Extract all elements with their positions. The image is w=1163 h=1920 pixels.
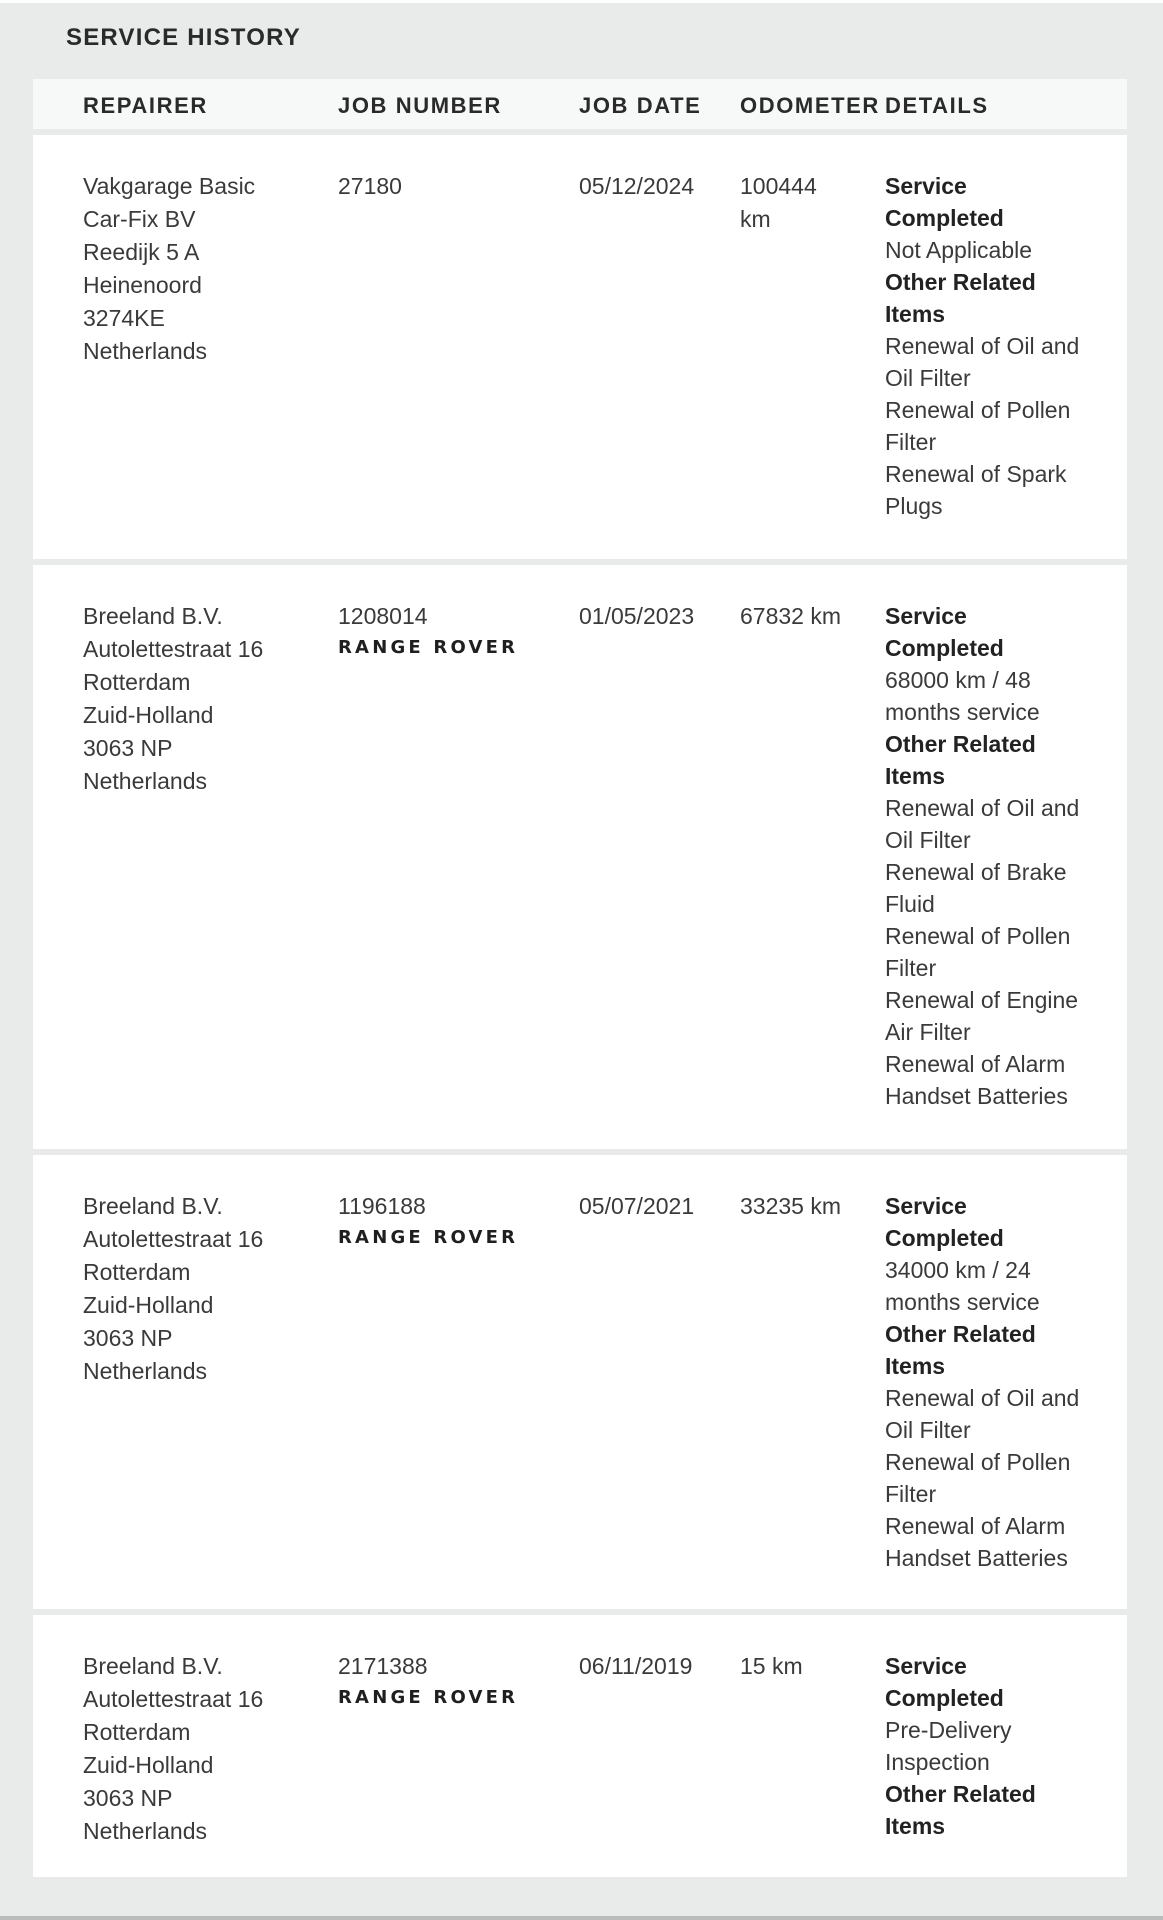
- repairer-address-line: Breeland B.V.: [83, 1193, 223, 1219]
- service-completed-heading: Service: [885, 603, 967, 629]
- header-job-number: JOB NUMBER: [338, 93, 502, 118]
- service-completed-heading: Completed: [885, 635, 1004, 661]
- service-completed-heading: Completed: [885, 205, 1004, 231]
- repairer-address-line: 3063 NP: [83, 1785, 173, 1811]
- service-description: Inspection: [885, 1749, 990, 1775]
- details-cell: [885, 600, 1121, 1112]
- header-odometer: ODOMETER: [740, 93, 880, 118]
- related-item-line: Plugs: [885, 493, 943, 519]
- job-date-cell: 01/05/2023: [579, 603, 695, 629]
- header-details: DETAILS: [885, 93, 989, 118]
- table-body: [33, 135, 1127, 1877]
- repairer-address-line: Autolettestraat 16: [83, 1226, 264, 1252]
- related-item-line: Renewal of Alarm: [885, 1513, 1066, 1539]
- repairer-cell: [83, 600, 323, 798]
- odometer-value: 67832 km: [740, 603, 842, 629]
- related-item-line: Air Filter: [885, 1019, 971, 1045]
- related-item-line: Renewal of Spark: [885, 461, 1067, 487]
- job-number-cell: [338, 170, 568, 203]
- service-completed-heading: Completed: [885, 1685, 1004, 1711]
- related-item-line: Oil Filter: [885, 1417, 971, 1443]
- related-item-line: Handset Batteries: [885, 1083, 1068, 1109]
- service-completed-heading: Completed: [885, 1225, 1004, 1251]
- table-row: [33, 1615, 1127, 1877]
- service-description: months service: [885, 699, 1040, 725]
- related-item-line: Oil Filter: [885, 827, 971, 853]
- repairer-address-line: Netherlands: [83, 1818, 208, 1844]
- related-item-line: Fluid: [885, 891, 935, 917]
- repairer-address-line: 3063 NP: [83, 1325, 173, 1351]
- related-item-line: Filter: [885, 955, 937, 981]
- related-item-line: Renewal of Pollen: [885, 1449, 1071, 1475]
- repairer-address-line: Vakgarage Basic: [83, 173, 256, 199]
- service-completed-heading: Service: [885, 173, 967, 199]
- job-number: 27180: [338, 173, 402, 199]
- table-row: [33, 1155, 1127, 1609]
- related-item-line: Renewal of Pollen: [885, 397, 1071, 423]
- table-header-row: [33, 79, 1127, 129]
- related-item-line: Renewal of Oil and: [885, 795, 1080, 821]
- details-cell: [885, 1190, 1121, 1574]
- repairer-address-line: Netherlands: [83, 338, 208, 364]
- service-description: 68000 km / 48: [885, 667, 1031, 693]
- job-number-cell: [338, 600, 568, 660]
- repairer-address-line: Autolettestraat 16: [83, 1686, 264, 1712]
- service-completed-heading: Service: [885, 1193, 967, 1219]
- repairer-address-line: Breeland B.V.: [83, 603, 223, 629]
- other-related-items-heading: Other Related: [885, 1321, 1036, 1347]
- related-item-line: Renewal of Oil and: [885, 333, 1080, 359]
- other-related-items-heading: Items: [885, 1353, 946, 1379]
- odometer-value: 15 km: [740, 1653, 803, 1679]
- service-description: Not Applicable: [885, 237, 1033, 263]
- related-item-line: Renewal of Alarm: [885, 1051, 1066, 1077]
- repairer-address-line: 3063 NP: [83, 735, 173, 761]
- repairer-address-line: Zuid-Holland: [83, 702, 214, 728]
- job-number-cell: [338, 1190, 568, 1250]
- other-related-items-heading: Items: [885, 763, 946, 789]
- repairer-address-line: Rotterdam: [83, 1259, 191, 1285]
- header-job-date: JOB DATE: [579, 93, 702, 118]
- service-history-table: [33, 79, 1127, 1877]
- range-rover-logo: RANGE ROVER: [338, 1227, 519, 1248]
- repairer-address-line: Autolettestraat 16: [83, 636, 264, 662]
- other-related-items-heading: Other Related: [885, 731, 1036, 757]
- service-description: Pre-Delivery: [885, 1717, 1012, 1743]
- service-description: 34000 km / 24: [885, 1257, 1031, 1283]
- job-date-cell: 05/07/2021: [579, 1193, 695, 1219]
- job-number: 1208014: [338, 603, 428, 629]
- repairer-address-line: Car-Fix BV: [83, 206, 196, 232]
- repairer-address-line: Rotterdam: [83, 1719, 191, 1745]
- other-related-items-heading: Other Related: [885, 269, 1036, 295]
- repairer-address-line: Netherlands: [83, 768, 208, 794]
- repairer-address-line: Zuid-Holland: [83, 1292, 214, 1318]
- odometer-value: 33235 km: [740, 1193, 842, 1219]
- repairer-address-line: Reedijk 5 A: [83, 239, 200, 265]
- odometer-cell: [740, 1650, 880, 1683]
- repairer-address-line: Heinenoord: [83, 272, 202, 298]
- odometer-value: 100444: [740, 173, 817, 199]
- job-date-cell: 06/11/2019: [579, 1653, 693, 1679]
- job-number-cell: [338, 1650, 568, 1710]
- header-repairer: REPAIRER: [83, 93, 208, 118]
- service-completed-heading: Service: [885, 1653, 967, 1679]
- related-item-line: Renewal of Oil and: [885, 1385, 1080, 1411]
- section-title: SERVICE HISTORY: [66, 24, 301, 51]
- other-related-items-heading: Items: [885, 301, 946, 327]
- repairer-address-line: Zuid-Holland: [83, 1752, 214, 1778]
- details-cell: [885, 1650, 1121, 1842]
- repairer-address-line: Breeland B.V.: [83, 1653, 223, 1679]
- other-related-items-heading: Other Related: [885, 1781, 1036, 1807]
- job-number: 2171388: [338, 1653, 428, 1679]
- odometer-cell: [740, 170, 880, 236]
- job-number: 1196188: [338, 1193, 426, 1219]
- repairer-address-line: 3274KE: [83, 305, 165, 331]
- related-item-line: Filter: [885, 1481, 937, 1507]
- service-description: months service: [885, 1289, 1040, 1315]
- repairer-address-line: Rotterdam: [83, 669, 191, 695]
- related-item-line: Renewal of Engine: [885, 987, 1079, 1013]
- job-date-cell: 05/12/2024: [579, 173, 695, 199]
- table-row: [33, 135, 1127, 559]
- odometer-value: km: [740, 206, 771, 232]
- related-item-line: Renewal of Brake: [885, 859, 1067, 885]
- related-item-line: Renewal of Pollen: [885, 923, 1071, 949]
- top-edge: [0, 0, 1163, 3]
- repairer-cell: [83, 170, 323, 368]
- repairer-cell: [83, 1650, 323, 1848]
- related-item-line: Oil Filter: [885, 365, 971, 391]
- repairer-cell: [83, 1190, 323, 1388]
- range-rover-logo: RANGE ROVER: [338, 637, 519, 658]
- odometer-cell: [740, 1190, 880, 1223]
- details-cell: [885, 170, 1121, 522]
- related-item-line: Filter: [885, 429, 937, 455]
- range-rover-logo: RANGE ROVER: [338, 1687, 519, 1708]
- repairer-address-line: Netherlands: [83, 1358, 208, 1384]
- odometer-cell: [740, 600, 880, 633]
- related-item-line: Handset Batteries: [885, 1545, 1068, 1571]
- bottom-edge: [0, 1916, 1163, 1920]
- table-row: [33, 565, 1127, 1149]
- other-related-items-heading: Items: [885, 1813, 946, 1839]
